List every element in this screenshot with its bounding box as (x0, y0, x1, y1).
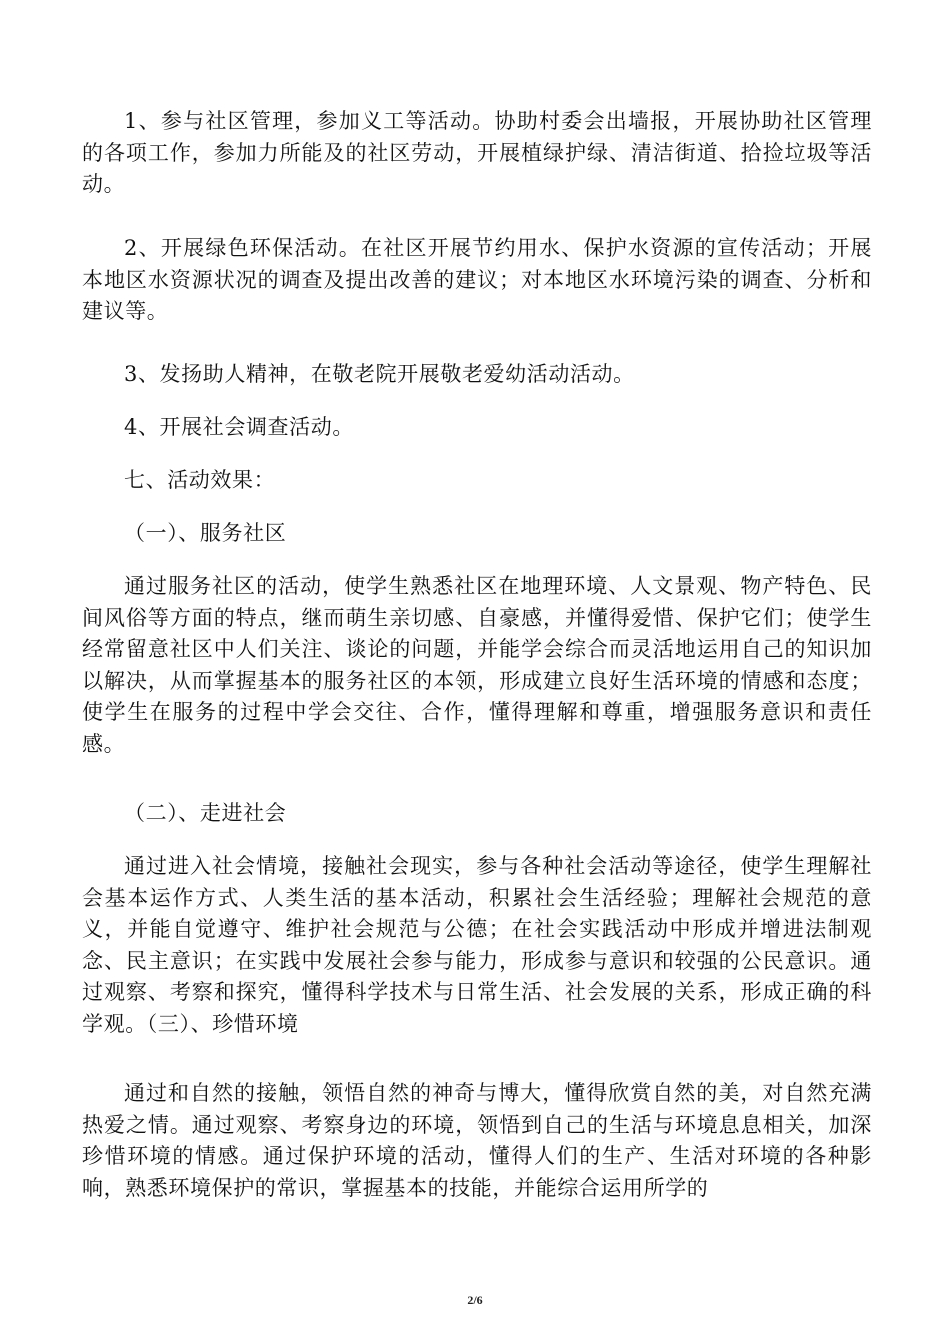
page-number: 2/6 (467, 1293, 483, 1307)
paragraph-serve-community: 通过服务社区的活动，使学生熟悉社区在地理环境、人文景观、物产特色、民间风俗等方面的特点，继而萌生亲切感、自豪感，并懂得爱惜、保护它们；使学生经常留意社区中人们关注、谈论的问题，并能学会综合而灵活地运用自己的知识加以解决，从而掌握基本的服务社区的本领，形成建立良好生活环境的情感和态度；使学生在服务的过程中学会交往、合作，懂得理解和尊重，增强服务意识和责任感。 (82, 574, 872, 756)
paragraph-activity-1: 1、参与社区管理，参加义工等活动。协助村委会出墙报，开展协助社区管理的各项工作，参加力所能及的社区劳动，开展植绿护绿、清洁街道、拾捡垃圾等活动。 (82, 109, 872, 196)
subheading-serve-community: （一）、服务社区 (124, 521, 287, 545)
paragraph-activity-3: 3、发扬助人精神，在敬老院开展敬老爱幼活动活动。 (124, 362, 635, 386)
paragraph-activity-4: 4、开展社会调查活动。 (124, 415, 354, 439)
paragraph-activity-2: 2、开展绿色环保活动。在社区开展节约用水、保护水资源的宣传活动；开展本地区水资源状况的调查及提出改善的建议；对本地区水环境污染的调查、分析和建议等。 (82, 236, 872, 323)
paragraph-enter-society: 通过进入社会情境，接触社会现实，参与各种社会活动等途径，使学生理解社会基本运作方式、人类生活的基本活动，积累社会生活经验；理解社会规范的意义，并能自觉遵守、维护社会规范与公德；在社会实践活动中形成并增进法制观念、民主意识；在实践中发展社会参与能力，形成参与意识和较强的公民意识。通过观察、考察和探究，懂得科学技术与日常生活、社会发展的关系，形成正确的科学观。（三）、珍惜环境 (82, 854, 872, 1036)
section-heading-effects: 七、活动效果： (124, 468, 276, 492)
paragraph-cherish-environment: 通过和自然的接触，领悟自然的神奇与博大，懂得欣赏自然的美，对自然充满热爱之情。通过观察、考察身边的环境，领悟到自己的生活与环境息息相关，加深珍惜环境的情感。通过保护环境的活动，懂得人们的生产、生活对环境的各种影响，熟悉环境保护的常识，掌握基本的技能，并能综合运用所学的 (82, 1081, 872, 1200)
subheading-enter-society: （二）、走进社会 (124, 801, 287, 825)
